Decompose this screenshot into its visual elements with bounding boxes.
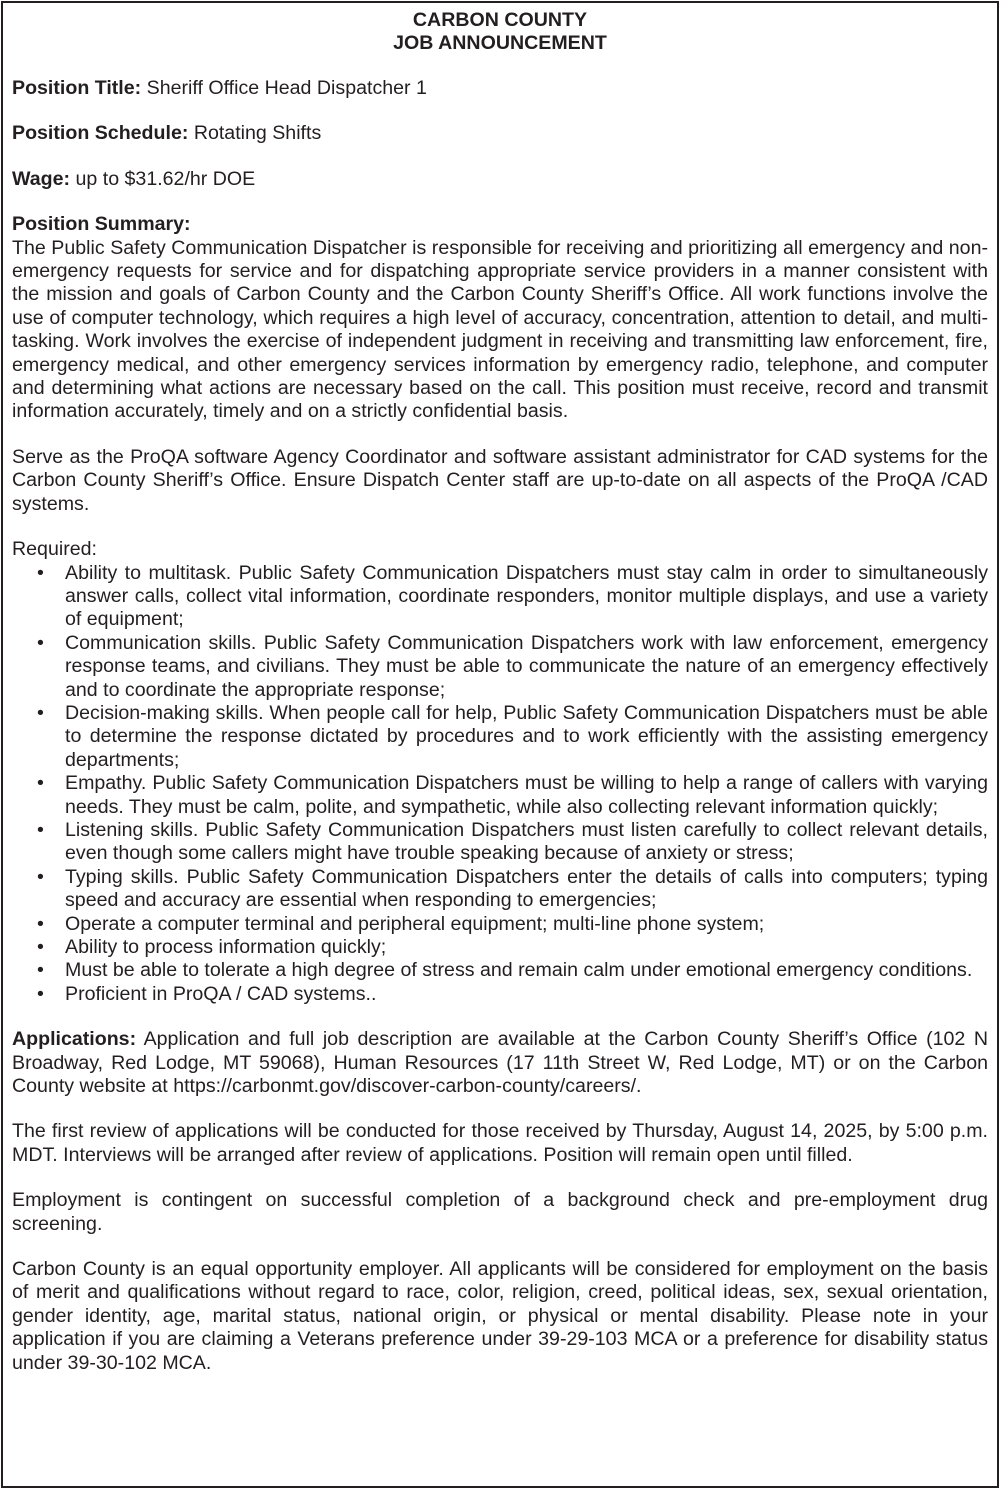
required-item (37, 982, 988, 1006)
review-paragraph: The first review of applications will be conducted for those received by Thursday, August 14, 2025, by 5:00 p.m. MDT. Interviews will be arranged after review of applications. Position will remain open until filled. (12, 1120, 988, 1166)
bullet-icon: • (37, 701, 44, 724)
position-schedule-value: Rotating Shifts (188, 122, 322, 145)
required-item (37, 561, 988, 632)
employment-paragraph: Employment is contingent on successful completion of a background check and pre-employment drug screening. (12, 1189, 988, 1235)
bullet-icon: • (37, 982, 44, 1005)
bullet-icon: • (37, 818, 44, 841)
proqa-coordinator-text: Serve as the ProQA software Agency Coordinator and software assistant administrator for CAD systems for the Carbon County Sheriff’s Office. Ensure Dispatch Center staff are up-to-date on all aspects of the ProQA /CAD systems. (12, 445, 988, 515)
required-item-text: Proficient in ProQA / CAD systems.. (65, 982, 377, 1005)
required-item (37, 818, 988, 866)
bullet-icon: • (37, 561, 44, 584)
wage (12, 168, 988, 191)
county-name: CARBON COUNTY (412, 9, 588, 31)
bullet-icon: • (37, 865, 44, 888)
announcement-header (12, 9, 988, 55)
applications-paragraph (12, 1028, 988, 1098)
required-item-text: Decision-making skills. When people call for help, Public Safety Communication Dispatchers must be able to determine the response dictated by procedures and to work efficiently with the assisting emergency departments; (65, 701, 988, 771)
required-item (37, 865, 988, 913)
position-schedule (12, 122, 988, 145)
required-item (37, 936, 988, 959)
required-item-text: Empathy. Public Safety Communication Dispatchers must be willing to help a range of callers with varying needs. They must be calm, polite, and sympathetic, while also collecting relevant information quickly; (65, 772, 988, 818)
required-list (12, 562, 988, 1007)
applications-text: Application and full job description are available at the Carbon County Sheriff’s Office (102 N Broadway, Red Lodge, MT 59068), Human Resources (17 11th Street W, Red Lodge, MT) or on the Carbon County website at https://carbonmt.gov/discover-carbon-county/careers/. (12, 1028, 988, 1098)
required-item-text: Communication skills. Public Safety Communication Dispatchers work with law enforcement, emergency response teams, and civilians. They must be able to communicate the nature of an emergency effectively and to coordinate the appropriate response; (65, 631, 988, 701)
position-title (12, 77, 988, 100)
bullet-icon: • (37, 912, 44, 935)
required-item-text: Operate a computer terminal and peripheral equipment; multi-line phone system; (65, 912, 765, 935)
required-item (37, 701, 988, 772)
required-item-text: Ability to process information quickly; (65, 936, 387, 958)
required-item (37, 912, 988, 936)
eeo-paragraph: Carbon County is an equal opportunity employer. All applicants will be considered for employment on the basis of merit and qualifications without regard to race, color, religion, creed, political ideas, sex, sexual orientation, gender identity, age, marital status, national origin, or physical or mental disability. Please note in your application if you are claiming a Veterans preference under 39-29-103 MCA or a preference for disability status under 39-30-102 MCA. (12, 1258, 988, 1374)
job-announcement (1, 1, 999, 1488)
position-summary-text: The Public Safety Communication Dispatcher is responsible for receiving and prioritizing all emergency and non-emergency requests for service and for dispatching appropriate service providers in a manner consistent with the mission and goals of Carbon County and the Carbon County Sheriff’s Office. All work functions involve the use of computer technology, which requires a high level of accuracy, concentration, attention to detail, and multi-tasking. Work involves the exercise of independent judgment in receiving and transmitting law enforcement, fire, emergency medical, and other emergency services information by emergency radio, telephone, and computer and determining what actions are necessary based on the call. This position must receive, record and transmit information accurately, timely and on a strictly confidential basis. (12, 236, 988, 423)
bullet-icon: • (37, 936, 44, 958)
position-summary-label: Position Summary: (12, 213, 191, 236)
required-item-text: Must be able to tolerate a high degree of stress and remain calm under emotional emergency conditions. (65, 959, 973, 982)
position-schedule-label: Position Schedule: (12, 122, 189, 145)
position-title-label: Position Title: (12, 77, 142, 99)
bullet-icon: • (37, 631, 44, 654)
bullet-icon: • (37, 959, 44, 982)
required-item (37, 631, 988, 702)
bullet-icon: • (37, 772, 44, 795)
announcement-title: JOB ANNOUNCEMENT (393, 32, 607, 54)
required-item-text: Typing skills. Public Safety Communication Dispatchers enter the details of calls into computers; typing speed and accuracy are essential when responding to emergencies; (65, 865, 988, 912)
applications-label: Applications: (12, 1028, 137, 1051)
wage-value: up to $31.62/hr DOE (70, 167, 256, 190)
required-item-text: Listening skills. Public Safety Communication Dispatchers must listen carefully to collect relevant details, even though some callers might have trouble speaking because of anxiety or stress; (65, 818, 988, 865)
required-item (37, 959, 988, 982)
required-item (37, 772, 988, 819)
position-title-value: Sheriff Office Head Dispatcher 1 (141, 77, 427, 99)
required-label: Required: (12, 538, 97, 561)
wage-label: Wage: (12, 167, 71, 190)
required-item-text: Ability to multitask. Public Safety Communication Dispatchers must stay calm in order to simultaneously answer calls, collect vital information, coordinate responders, monitor multiple displays, and use a variety of equipment; (65, 561, 988, 631)
